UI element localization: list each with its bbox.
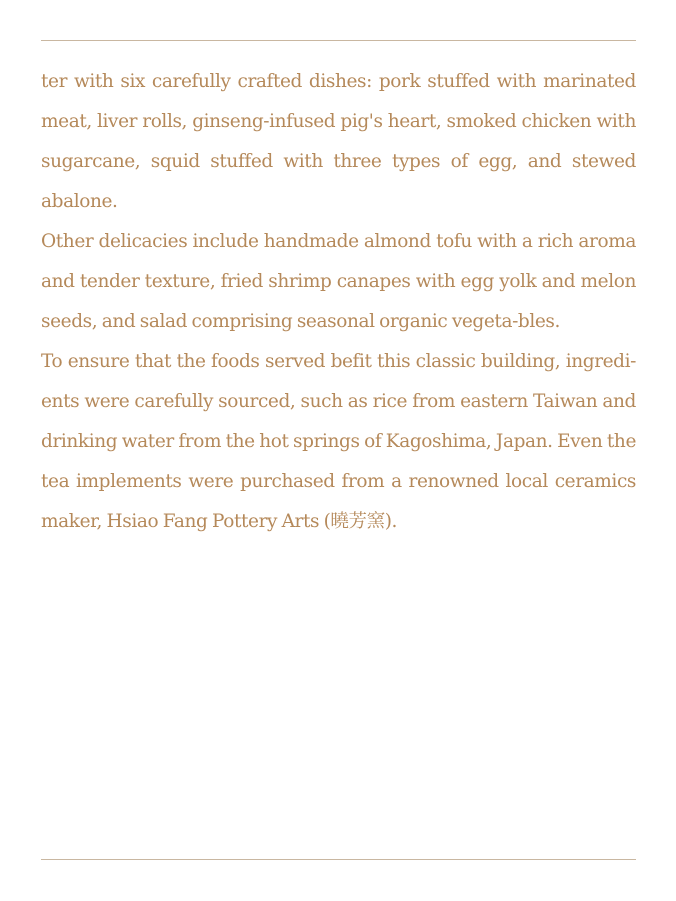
- paragraph-dishes: ter with six carefully crafted dishes: pork stuffed with marinated meat, liver rolls, ginseng-infused pig's heart, smoked chicken with sugarcane, squid stuffed with three types of egg, and stewed abalone.: [41, 71, 636, 212]
- bottom-divider: [41, 859, 636, 860]
- paragraph-ingredients: To ensure that the foods served befit this classic building, ingredi-ents were carefully sourced, such as rice from eastern Taiwan and drinking water from the hot springs of Kagoshima, Japan. Even the tea implements were purchased from a renowned local ceramics maker, Hsiao Fang Pottery Arts (曉芳窯).: [41, 351, 636, 532]
- top-divider: [41, 40, 636, 41]
- article-body: [41, 62, 636, 542]
- paragraph-delicacies: Other delicacies include handmade almond tofu with a rich aroma and tender texture, fried shrimp canapes with egg yolk and melon seeds, and salad comprising seasonal organic vegeta-bles.: [41, 231, 636, 332]
